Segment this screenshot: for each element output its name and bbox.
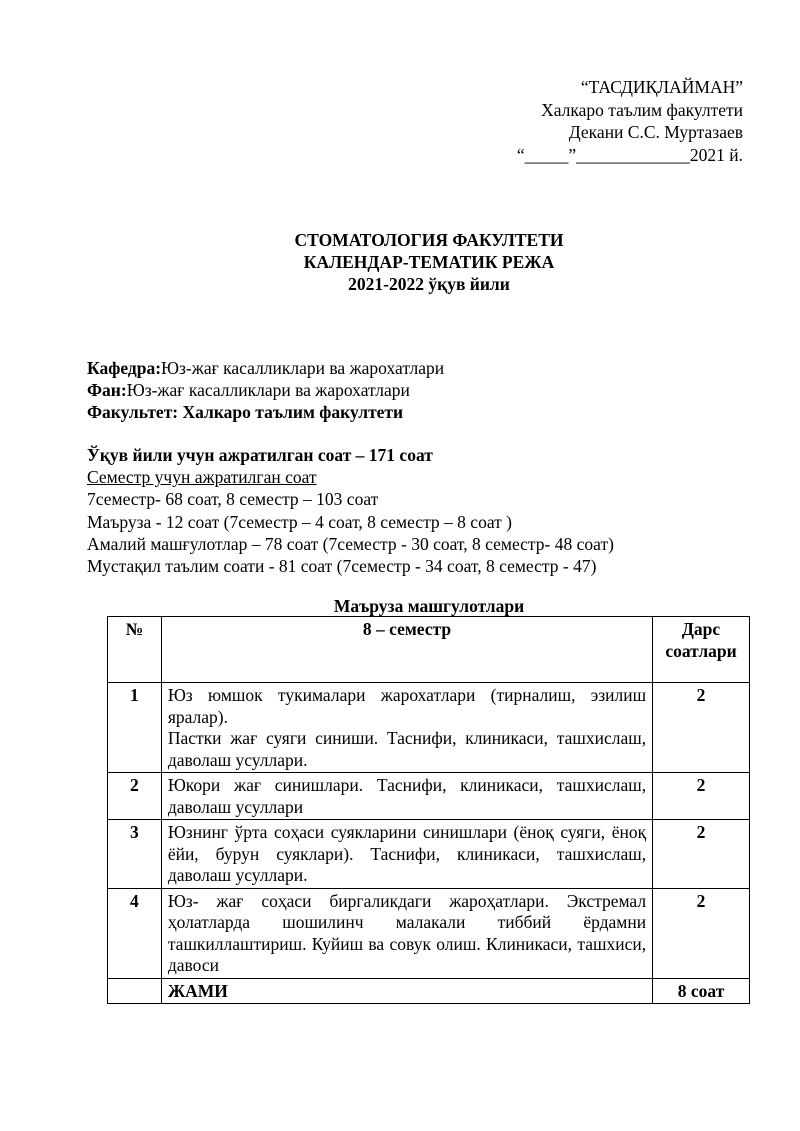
header-hours [653,617,750,683]
header-hours-line1: Дарс [681,619,721,639]
header-topic: 8 – семестр [161,617,652,683]
approval-heading: “ТАСДИҚЛАЙМАН” [580,77,743,97]
row-topic [161,773,652,820]
table-total-row [108,978,750,1004]
semester-hours-heading: Семестр учун ажратилган соат [87,467,317,488]
table-header-row [108,617,750,683]
table-row [108,820,750,889]
hours-block [87,444,614,577]
total-label: ЖАМИ [161,978,652,1004]
course-info [87,357,444,423]
row-topic [161,683,652,773]
row-topic-part: Юз юмшок тукималари жарохатлари (тирналиш, эзилиш яралар). [167,685,647,727]
lecture-hours: Маъруза - 12 соат (7семестр – 4 соат, 8 семестр – 8 соат ) [87,511,512,532]
total-num-cell [108,978,162,1004]
row-num: 4 [108,888,162,978]
fan-label: Фан: [87,380,127,400]
row-num: 2 [108,773,162,820]
header-hours-line2: соатлари [665,640,737,661]
row-topic-part: Юз- жағ соҳаси биргаликдаги жароҳатлари. Экстремал ҳолатларда шошилинч малакали тиббий ёрдамни ташкиллаштириш. Куйиш ва совук олиш. Клиникаси, ташхиси, давоси [167,890,647,975]
kafedra-label: Кафедра: [87,358,162,378]
table-row [108,888,750,978]
kafedra-value: Юз-жағ касалликлари ва жарохатлари [161,358,445,378]
semester-hours: 7семестр- 68 соат, 8 семестр – 103 соат [87,489,379,510]
total-hours-cell: 8 соат [653,978,750,1004]
faculty-line [87,401,444,423]
row-topic-part: Юкори жағ синишлари. Таснифи, клиникаси, ташхислаш, даволаш усуллари [167,775,647,817]
faculty-title: СТОМАТОЛОГИЯ ФАКУЛТЕТИ [294,230,564,250]
practical-hours: Амалий машғулотлар – 78 соат (7семестр - 30 соат, 8 семестр- 48 соат) [87,533,614,554]
total-hours: Ўқув йили учун ажратилган соат – 171 соат [87,445,433,465]
table-row [108,773,750,820]
kafedra-line [87,357,444,379]
faculty-label: Факультет: [87,402,179,422]
independent-hours: Мустақил таълим соати - 81 соат (7семестр - 34 соат, 8 семестр - 47) [87,556,597,577]
faculty-value: Халкаро таълим факултети [178,402,404,422]
row-topic [161,888,652,978]
row-topic [161,820,652,889]
approval-block [517,76,743,166]
approval-date: “_____”_____________2021 й. [516,144,743,165]
table-row [108,683,750,773]
row-hours: 2 [653,683,750,773]
academic-year: 2021-2022 ўқув йили [348,274,510,294]
fan-value: Юз-жағ касалликлари ва жарохатлари [126,380,410,400]
row-num: 1 [108,683,162,773]
table-title: Маъруза машгулотлари [333,596,525,616]
row-hours: 2 [653,888,750,978]
row-topic-part: Пастки жағ суяги синиши. Таснифи, клиникаси, ташхислаш, даволаш усуллари. [167,728,647,770]
row-topic-part: Юзнинг ўрта соҳаси суякларини синишлари (ёноқ суяги, ёноқ ёйи, бурун суяклари). Таснифи, клиникаси, ташхислаш, даволаш усуллари. [167,822,647,885]
approval-faculty: Халкаро таълим факултети [541,99,743,120]
fan-line [87,379,444,401]
row-hours: 2 [653,820,750,889]
row-num: 3 [108,820,162,889]
header-num: № [108,617,162,683]
row-hours: 2 [653,773,750,820]
approval-dean: Декани С.С. Муртазаев [568,122,743,142]
plan-title: КАЛЕНДАР-ТЕМАТИК РЕЖА [303,252,555,272]
document-titles [0,229,800,295]
lecture-table [107,616,750,1004]
